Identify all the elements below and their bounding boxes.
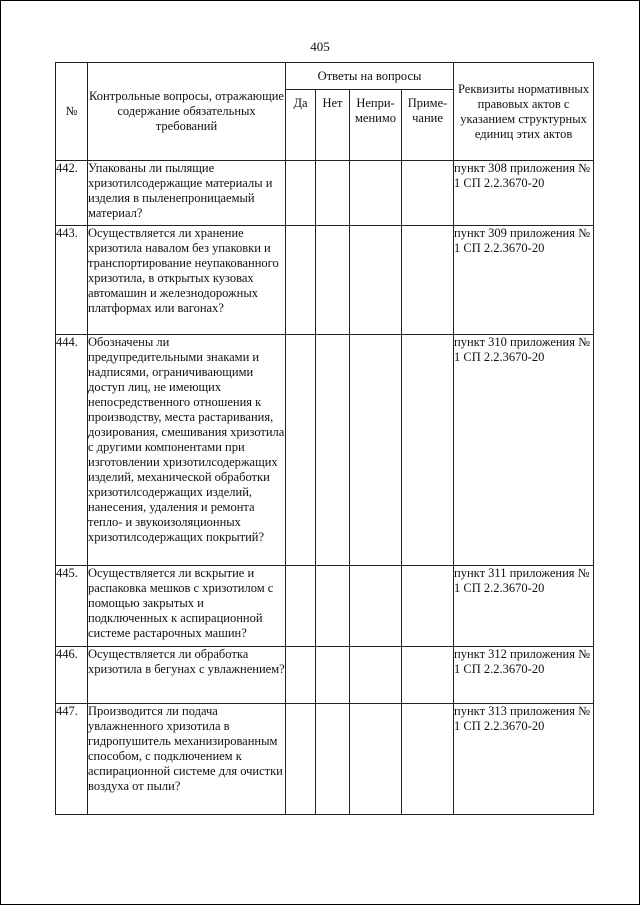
row-number: 447. <box>56 704 88 815</box>
answer-no-cell[interactable] <box>316 566 350 647</box>
answer-not-applicable-cell[interactable] <box>350 647 402 704</box>
answer-yes-cell[interactable] <box>286 226 316 335</box>
row-requisite: пункт 313 приложения № 1 СП 2.2.3670-20 <box>454 704 594 815</box>
row-question: Обозначены ли предупредительными знаками и надписями, ограничивающими доступ лиц, не имеющих непосредственного отношения к производству, места растаривания, дозирования, смешивания хризотила с другими компонентами при изготовлении хризотилсодержащих изделий, механической обработки хризотилсодержащих изделий, нанесения, удаления и ремонта тепло- и звукоизоляционных хризотилсодержащих покрытий? <box>88 335 286 566</box>
row-number: 443. <box>56 226 88 335</box>
row-number: 446. <box>56 647 88 704</box>
header-yes: Да <box>286 90 316 161</box>
header-requisites: Реквизиты нормативных правовых актов с указанием структурных единиц этих актов <box>454 63 594 161</box>
answer-note-cell[interactable] <box>402 161 454 226</box>
row-question: Осуществляется ли хранение хризотила навалом без упаковки и транспортирование неупакованного хризотила, в открытых кузовах автомашин и железнодорожных платформах или вагонах? <box>88 226 286 335</box>
header-note: Приме- чание <box>402 90 454 161</box>
answer-no-cell[interactable] <box>316 647 350 704</box>
header-not-applicable: Непри- менимо <box>350 90 402 161</box>
answer-not-applicable-cell[interactable] <box>350 335 402 566</box>
answer-yes-cell[interactable] <box>286 161 316 226</box>
answer-note-cell[interactable] <box>402 647 454 704</box>
answer-yes-cell[interactable] <box>286 647 316 704</box>
answer-note-cell[interactable] <box>402 704 454 815</box>
table-body <box>56 161 594 815</box>
row-question: Производится ли подача увлажненного хризотила в гидропушитель механизированным способом, с подключением к аспирационной системе для очистки воздуха от пыли? <box>88 704 286 815</box>
answer-note-cell[interactable] <box>402 226 454 335</box>
requirements-table <box>55 62 594 815</box>
row-number: 445. <box>56 566 88 647</box>
row-requisite: пункт 310 приложения № 1 СП 2.2.3670-20 <box>454 335 594 566</box>
row-requisite: пункт 309 приложения № 1 СП 2.2.3670-20 <box>454 226 594 335</box>
page-number: 405 <box>310 39 330 54</box>
row-number: 442. <box>56 161 88 226</box>
table-row <box>56 704 594 815</box>
header-no: Нет <box>316 90 350 161</box>
answer-no-cell[interactable] <box>316 161 350 226</box>
answer-note-cell[interactable] <box>402 335 454 566</box>
row-requisite: пункт 308 приложения № 1 СП 2.2.3670-20 <box>454 161 594 226</box>
header-number: № <box>56 63 88 161</box>
answer-no-cell[interactable] <box>316 704 350 815</box>
table-row <box>56 566 594 647</box>
table-row <box>56 335 594 566</box>
row-question: Упакованы ли пылящие хризотилсодержащие материалы и изделия в пыленепроницаемый материал? <box>88 161 286 226</box>
row-question: Осуществляется ли обработка хризотила в бегунах с увлажнением? <box>88 647 286 704</box>
answer-not-applicable-cell[interactable] <box>350 704 402 815</box>
answer-not-applicable-cell[interactable] <box>350 566 402 647</box>
answer-yes-cell[interactable] <box>286 704 316 815</box>
row-question: Осуществляется ли вскрытие и распаковка мешков с хризотилом с помощью закрытых и подключенных к аспирационной системе растарочных машин? <box>88 566 286 647</box>
header-answers: Ответы на вопросы <box>286 63 454 90</box>
row-requisite: пункт 312 приложения № 1 СП 2.2.3670-20 <box>454 647 594 704</box>
answer-note-cell[interactable] <box>402 566 454 647</box>
answer-not-applicable-cell[interactable] <box>350 161 402 226</box>
header-question: Контрольные вопросы, отражающие содержание обязательных требований <box>88 63 286 161</box>
table-row <box>56 161 594 226</box>
answer-no-cell[interactable] <box>316 335 350 566</box>
answer-yes-cell[interactable] <box>286 335 316 566</box>
answer-not-applicable-cell[interactable] <box>350 226 402 335</box>
table-header <box>56 63 594 161</box>
answer-no-cell[interactable] <box>316 226 350 335</box>
row-number: 444. <box>56 335 88 566</box>
row-requisite: пункт 311 приложения № 1 СП 2.2.3670-20 <box>454 566 594 647</box>
table-row <box>56 226 594 335</box>
answer-yes-cell[interactable] <box>286 566 316 647</box>
table-row <box>56 647 594 704</box>
